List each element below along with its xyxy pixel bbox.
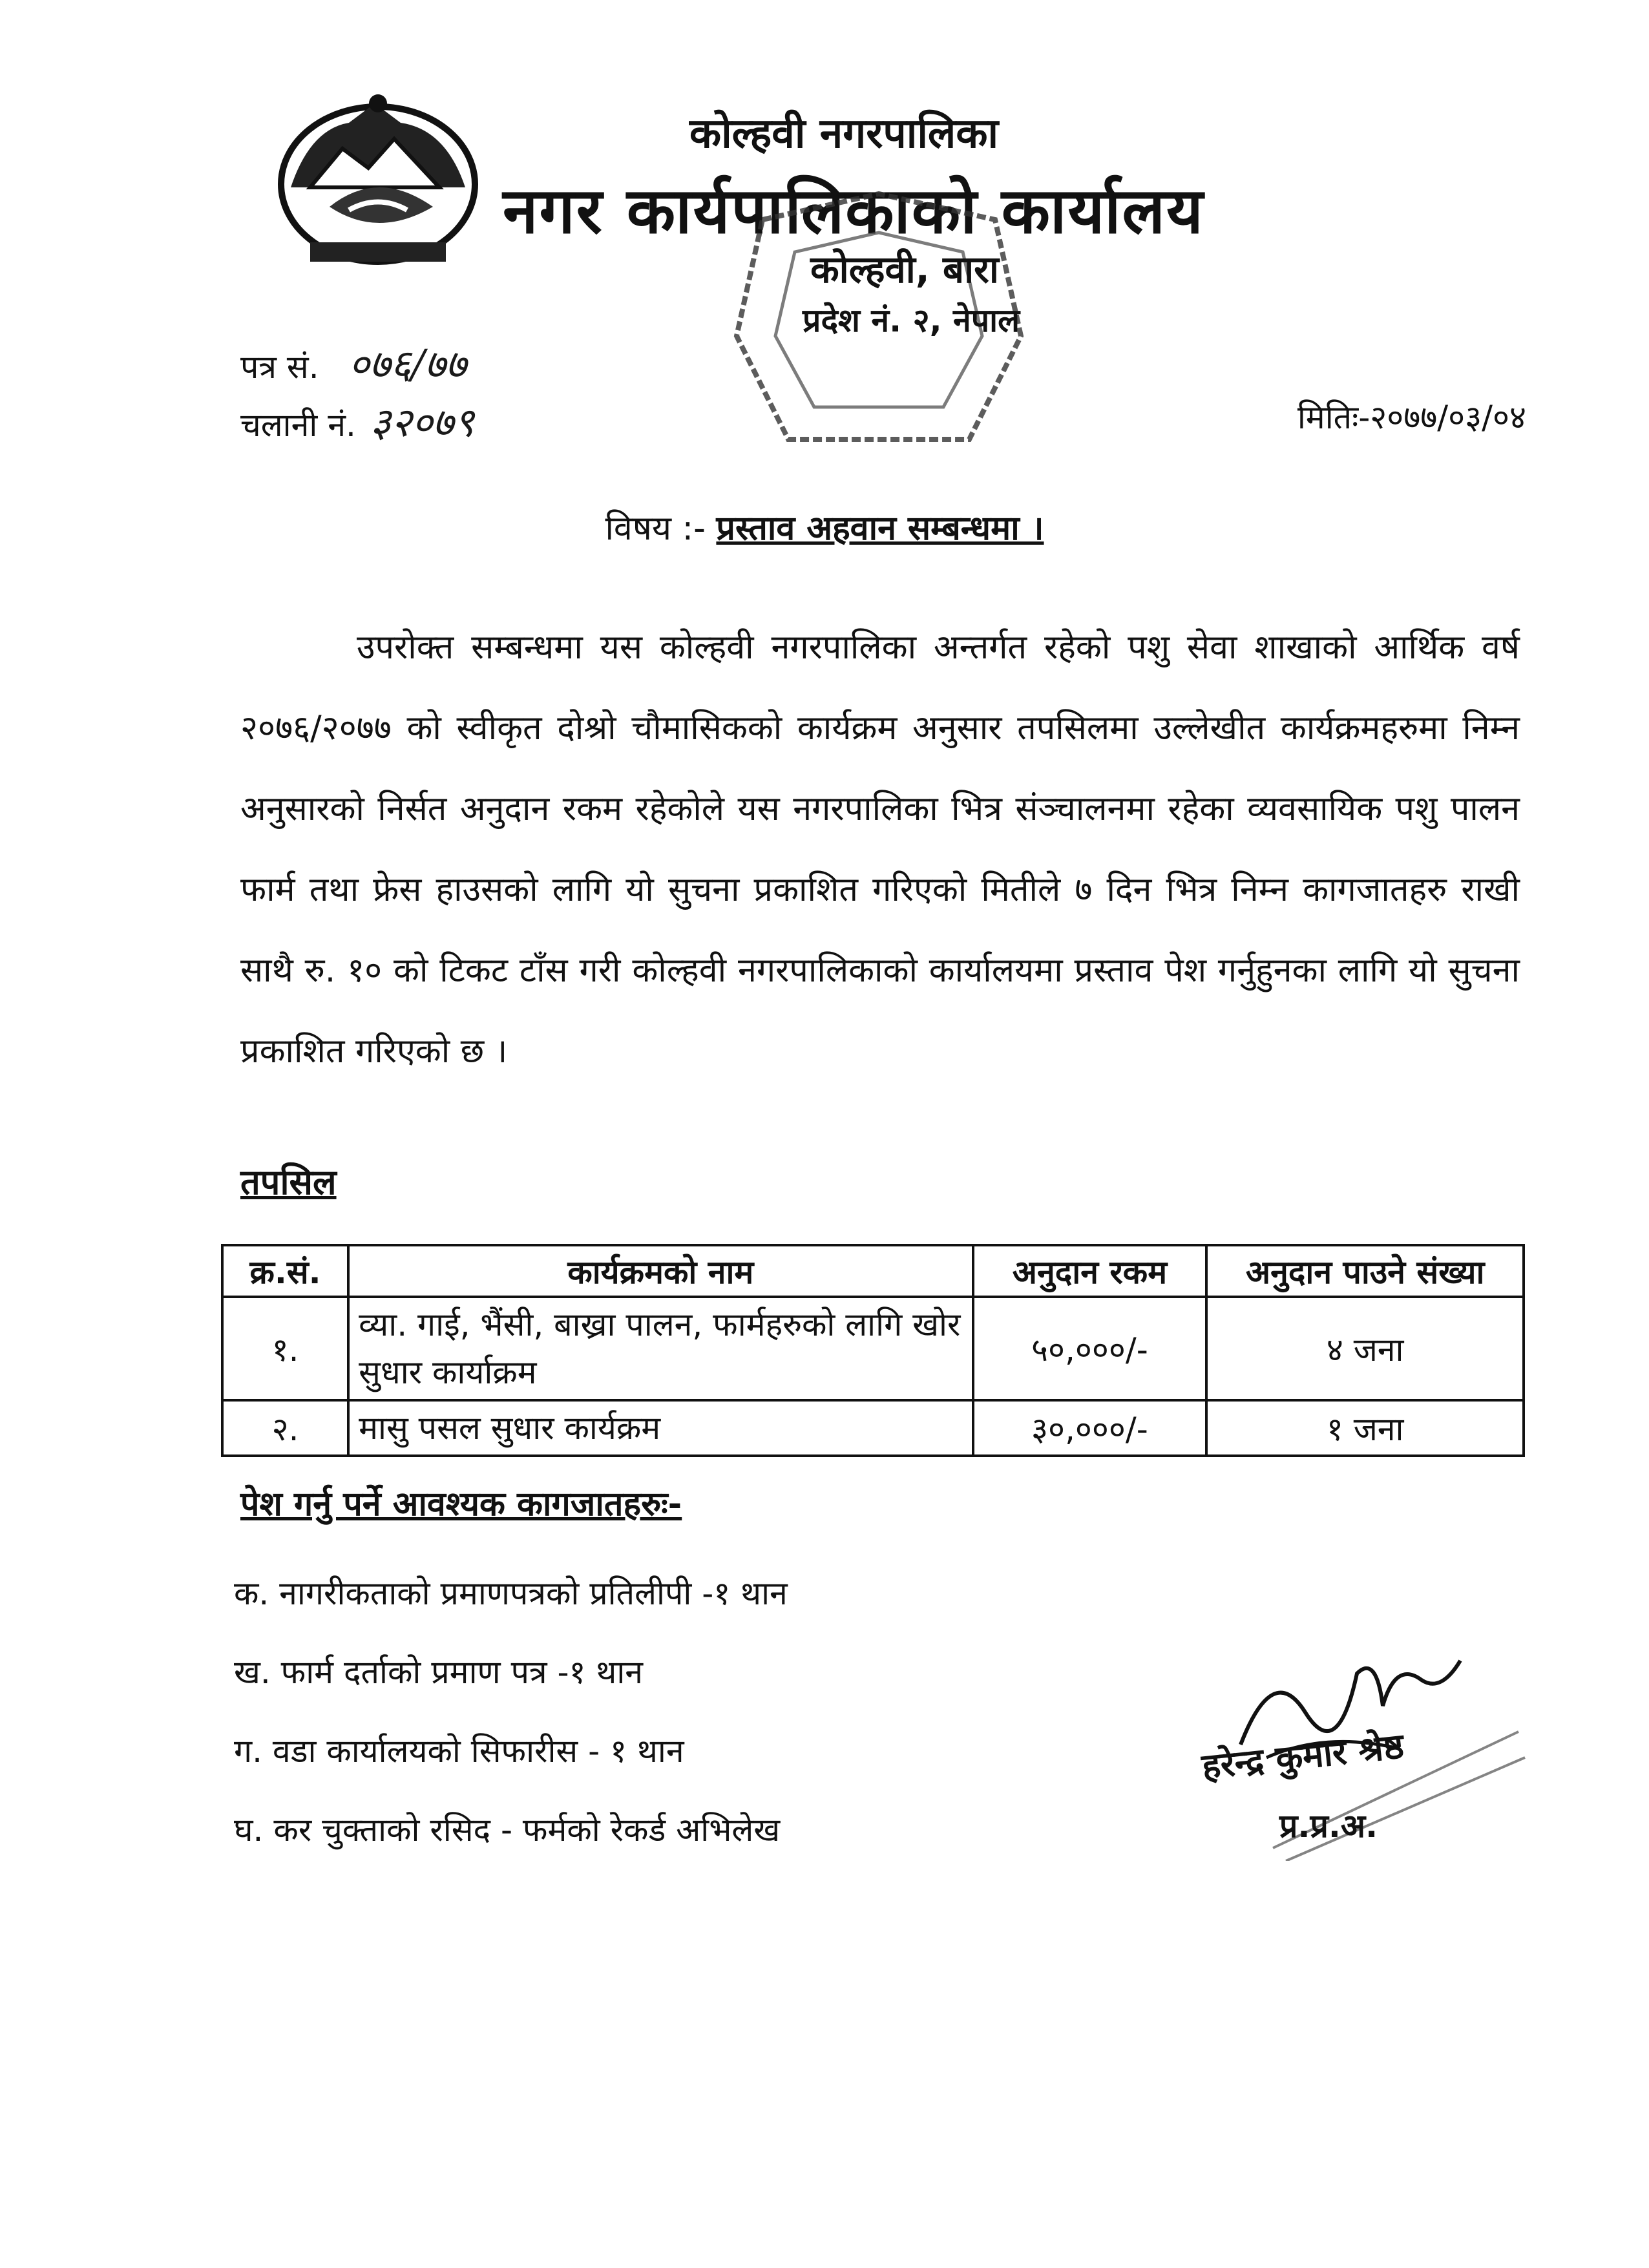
table-header-row	[222, 1245, 1524, 1297]
office-address: कोल्हवी, बारा	[810, 247, 999, 291]
document-item: ग. वडा कार्यालयको सिफारीस - १ थान	[234, 1732, 684, 1770]
table-row	[222, 1400, 1524, 1456]
dispatch-number	[240, 394, 474, 448]
letter-number-value: ०७६/७७	[348, 341, 467, 388]
signatory-name: हरेन्द्र कुमार श्रेष्ठ	[1199, 1725, 1406, 1787]
signatory-title: प्र.प्र.अ.	[1279, 1807, 1378, 1845]
document-item: घ. कर चुक्ताको रसिद - फर्मको रेकर्ड अभिलेख	[234, 1811, 781, 1849]
header-sn: क्र.सं.	[222, 1245, 348, 1297]
row-count: १ जना	[1206, 1400, 1524, 1456]
documents-title: पेश गर्नु पर्ने आवश्यक कागजातहरुः-	[240, 1485, 682, 1524]
table-row	[222, 1297, 1524, 1400]
body-text: उपरोक्त सम्बन्धमा यस कोल्हवी नगरपालिका अन्तर्गत रहेको पशु सेवा शाखाको आर्थिक वर्ष २०७६/२०७७ को स्वीकृत दोश्रो चौमासिकको कार्यक्रम अनुसार तपसिलमा उल्लेखीत कार्यक्रमहरुमा निम्न अनुसारको निर्सत अनुदान रकम रहेकोले यस नगरपालिका भित्र संञ्चालनमा रहेका व्यवसायिक पशु पालन फार्म तथा फ्रेस हाउसको लागि यो सुचना प्रकाशित गरिएको मितीले ७ दिन भित्र निम्न कागजातहरु राखी साथै रु. १० को टिकट टाँस गरी कोल्हवी नगरपालिकाको कार्यालयमा प्रस्ताव पेश गर्नुहुनका लागि यो सुचना प्रकाशित गरिएको छ ।	[240, 628, 1520, 1071]
row-sn: १.	[222, 1297, 348, 1400]
row-sn: २.	[222, 1400, 348, 1456]
row-amount: ५०,०००/-	[973, 1297, 1207, 1400]
program-table	[221, 1244, 1525, 1457]
dispatch-number-value: ३२०७९	[370, 399, 474, 446]
dispatch-number-label: चलानी नं.	[240, 406, 356, 444]
header-amount: अनुदान रकम	[973, 1245, 1207, 1297]
row-program: मासु पसल सुधार कार्यक्रम	[348, 1400, 972, 1456]
subject-label: विषय :-	[605, 509, 706, 548]
office-province: प्रदेश नं. २, नेपाल	[803, 302, 1020, 339]
body-paragraph	[240, 607, 1520, 1092]
row-count: ४ जना	[1206, 1297, 1524, 1400]
letter-number-label: पत्र सं.	[240, 348, 319, 386]
municipality-name: कोल्हवी नगरपालिका	[689, 110, 999, 158]
letter-number	[240, 336, 467, 390]
row-program: व्या. गाई, भैंसी, बाख्रा पालन, फार्महरुको लागि खोर सुधार कार्याक्रम	[348, 1297, 972, 1400]
row-amount: ३०,०००/-	[973, 1400, 1207, 1456]
subject-text: प्रस्ताव अहवान सम्बन्धमा ।	[716, 509, 1044, 548]
subject-line	[0, 504, 1649, 550]
header-count: अनुदान पाउने संख्या	[1206, 1245, 1524, 1297]
document-item: ख. फार्म दर्ताको प्रमाण पत्र -१ थान	[234, 1654, 644, 1691]
schedule-title: तपसिल	[240, 1162, 337, 1202]
office-title: नगर कार्यपालिकाको कार्यालय	[503, 174, 1204, 248]
document-item: क. नागरीकताको प्रमाणपत्रको प्रतिलीपी -१ थान	[234, 1575, 788, 1612]
letter-date: मितिः-२०७७/०३/०४	[1297, 399, 1526, 436]
header-program: कार्यक्रमको नाम	[348, 1245, 972, 1297]
